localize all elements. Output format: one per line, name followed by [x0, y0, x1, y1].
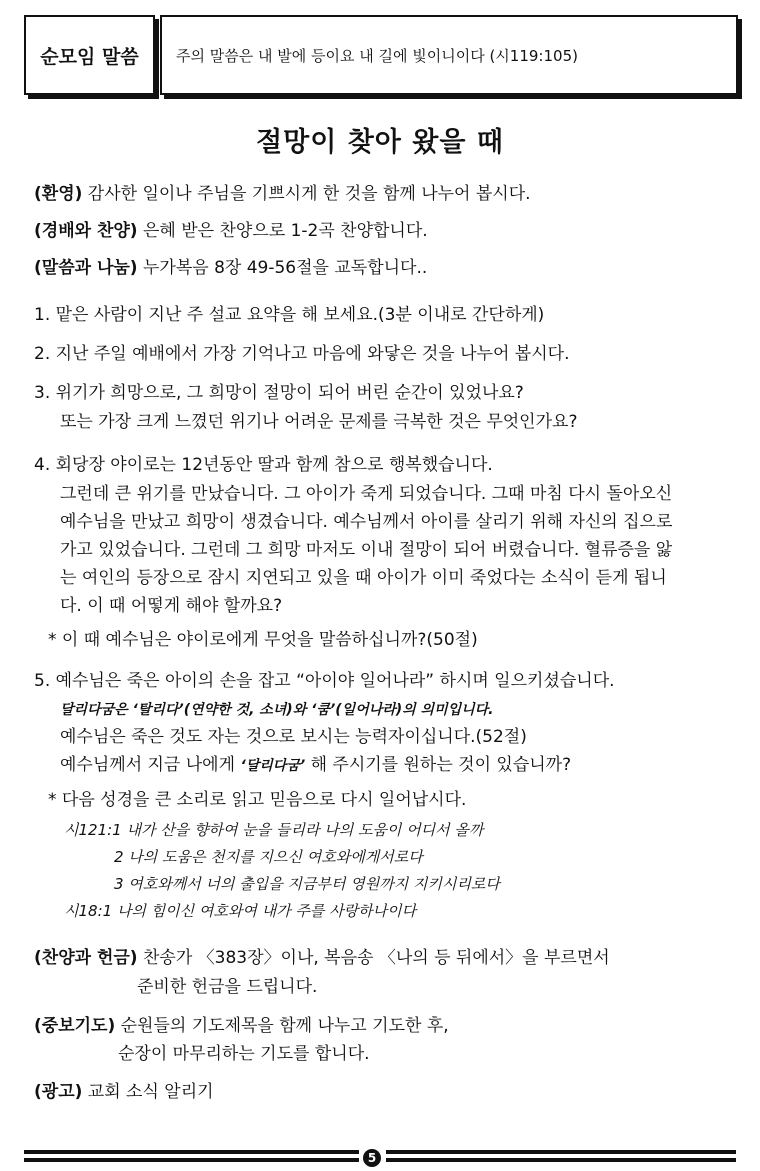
offering-line-2: 준비한 헌금을 드립니다. — [137, 977, 318, 997]
verse-1: 시121:1 내가 산을 향하여 눈을 들리라 나의 도움이 어디서 올까 — [64, 821, 484, 839]
question-5-line-3: 예수님은 죽은 것도 자는 것으로 보시는 능력자이십니다.(52절) — [60, 727, 527, 747]
read-note: * 다음 성경을 큰 소리로 읽고 믿음으로 다시 일어납시다. — [48, 790, 467, 810]
verse-3: 3 여호와께서 너의 출입을 지금부터 영원까지 지키시리로다 — [114, 875, 500, 893]
offering-line: (찬양과 헌금) 찬송가 〈383장〉이나, 복음송 〈나의 등 뒤에서〉을 부르면서 — [34, 948, 610, 968]
question-3-line-1: 3. 위기가 희망으로, 그 희망이 절망이 되어 버린 순간이 있었나요? — [34, 383, 524, 403]
footer-rule-right — [386, 1150, 736, 1154]
question-4-note: * 이 때 예수님은 야이로에게 무엇을 말씀하십니까?(50절) — [48, 630, 478, 650]
verse-4: 시18:1 나의 힘이신 여호와여 내가 주를 사랑하나이다 — [64, 902, 417, 920]
question-5-talitha-note: 달리다굼은 ‘탈리다’(연약한 것, 소녀)와 ‘쿰’(일어나라)의 의미입니다. — [60, 702, 494, 718]
question-5-line-4: 예수님께서 지금 나에게 ‘달리다굼’ 해 주시기를 원하는 것이 있습니까? — [60, 755, 572, 775]
verse-2: 2 나의 도움은 천지를 지으신 여호와에게서로다 — [114, 848, 423, 866]
question-2: 2. 지난 주일 예배에서 가장 기억나고 마음에 와닿은 것을 나누어 봅시다. — [34, 344, 570, 364]
question-4-line-4: 가고 있었습니다. 그런데 그 희망 마저도 이내 절망이 되어 버렸습니다. 혈류증을 앓 — [60, 540, 673, 560]
header-label: 순모임 말씀 — [40, 45, 139, 68]
worship-line: (경배와 찬양) 은혜 받은 찬양으로 1-2곡 찬양합니다. — [34, 221, 428, 241]
notice-line: (광고) 교회 소식 알리기 — [34, 1082, 214, 1102]
page-number: 5 — [363, 1149, 381, 1167]
question-4-line-1: 4. 회당장 야이로는 12년동안 딸과 함께 참으로 행복했습니다. — [34, 455, 493, 475]
welcome-line: (환영) 감사한 일이나 주님을 기쁘시게 한 것을 함께 나누어 봅시다. — [34, 184, 531, 204]
question-5-line-1: 5. 예수님은 죽은 아이의 손을 잡고 “아이야 일어나라” 하시며 일으키셨습니다. — [34, 671, 615, 691]
word-line: (말씀과 나눔) 누가복음 8장 49-56절을 교독합니다.. — [34, 258, 428, 278]
header-verse-box — [160, 15, 738, 95]
question-4-line-2: 그런데 큰 위기를 만났습니다. 그 아이가 죽게 되었습니다. 그때 마침 다시 돌아오신 — [60, 484, 673, 504]
question-3-line-2: 또는 가장 크게 느꼈던 위기나 어려운 문제를 극복한 것은 무엇인가요? — [60, 412, 578, 432]
prayer-line-2: 순장이 마무리하는 기도를 합니다. — [118, 1044, 370, 1064]
header-verse: 주의 말씀은 내 발에 등이요 내 길에 빛이니이다 (시119:105) — [176, 46, 578, 65]
footer-rule-left-2 — [24, 1158, 359, 1162]
page-title: 절망이 찾아 왔을 때 — [256, 127, 504, 158]
question-4-line-3: 예수님을 만났고 희망이 생겼습니다. 예수님께서 아이를 살리기 위해 자신의 집으로 — [60, 512, 673, 532]
footer-rule-left — [24, 1150, 359, 1154]
question-4-line-5: 는 여인의 등장으로 잠시 지연되고 있을 때 아이가 이미 죽었다는 소식이 듣게 됩니 — [60, 568, 667, 588]
question-1: 1. 맡은 사람이 지난 주 설교 요약을 해 보세요.(3분 이내로 간단하게) — [34, 305, 545, 325]
footer-rule-right-2 — [386, 1158, 736, 1162]
prayer-line: (중보기도) 순원들의 기도제목을 함께 나누고 기도한 후, — [34, 1016, 449, 1036]
question-4-line-6: 다. 이 때 어떻게 해야 할까요? — [60, 596, 283, 616]
header-label-box — [24, 15, 155, 95]
